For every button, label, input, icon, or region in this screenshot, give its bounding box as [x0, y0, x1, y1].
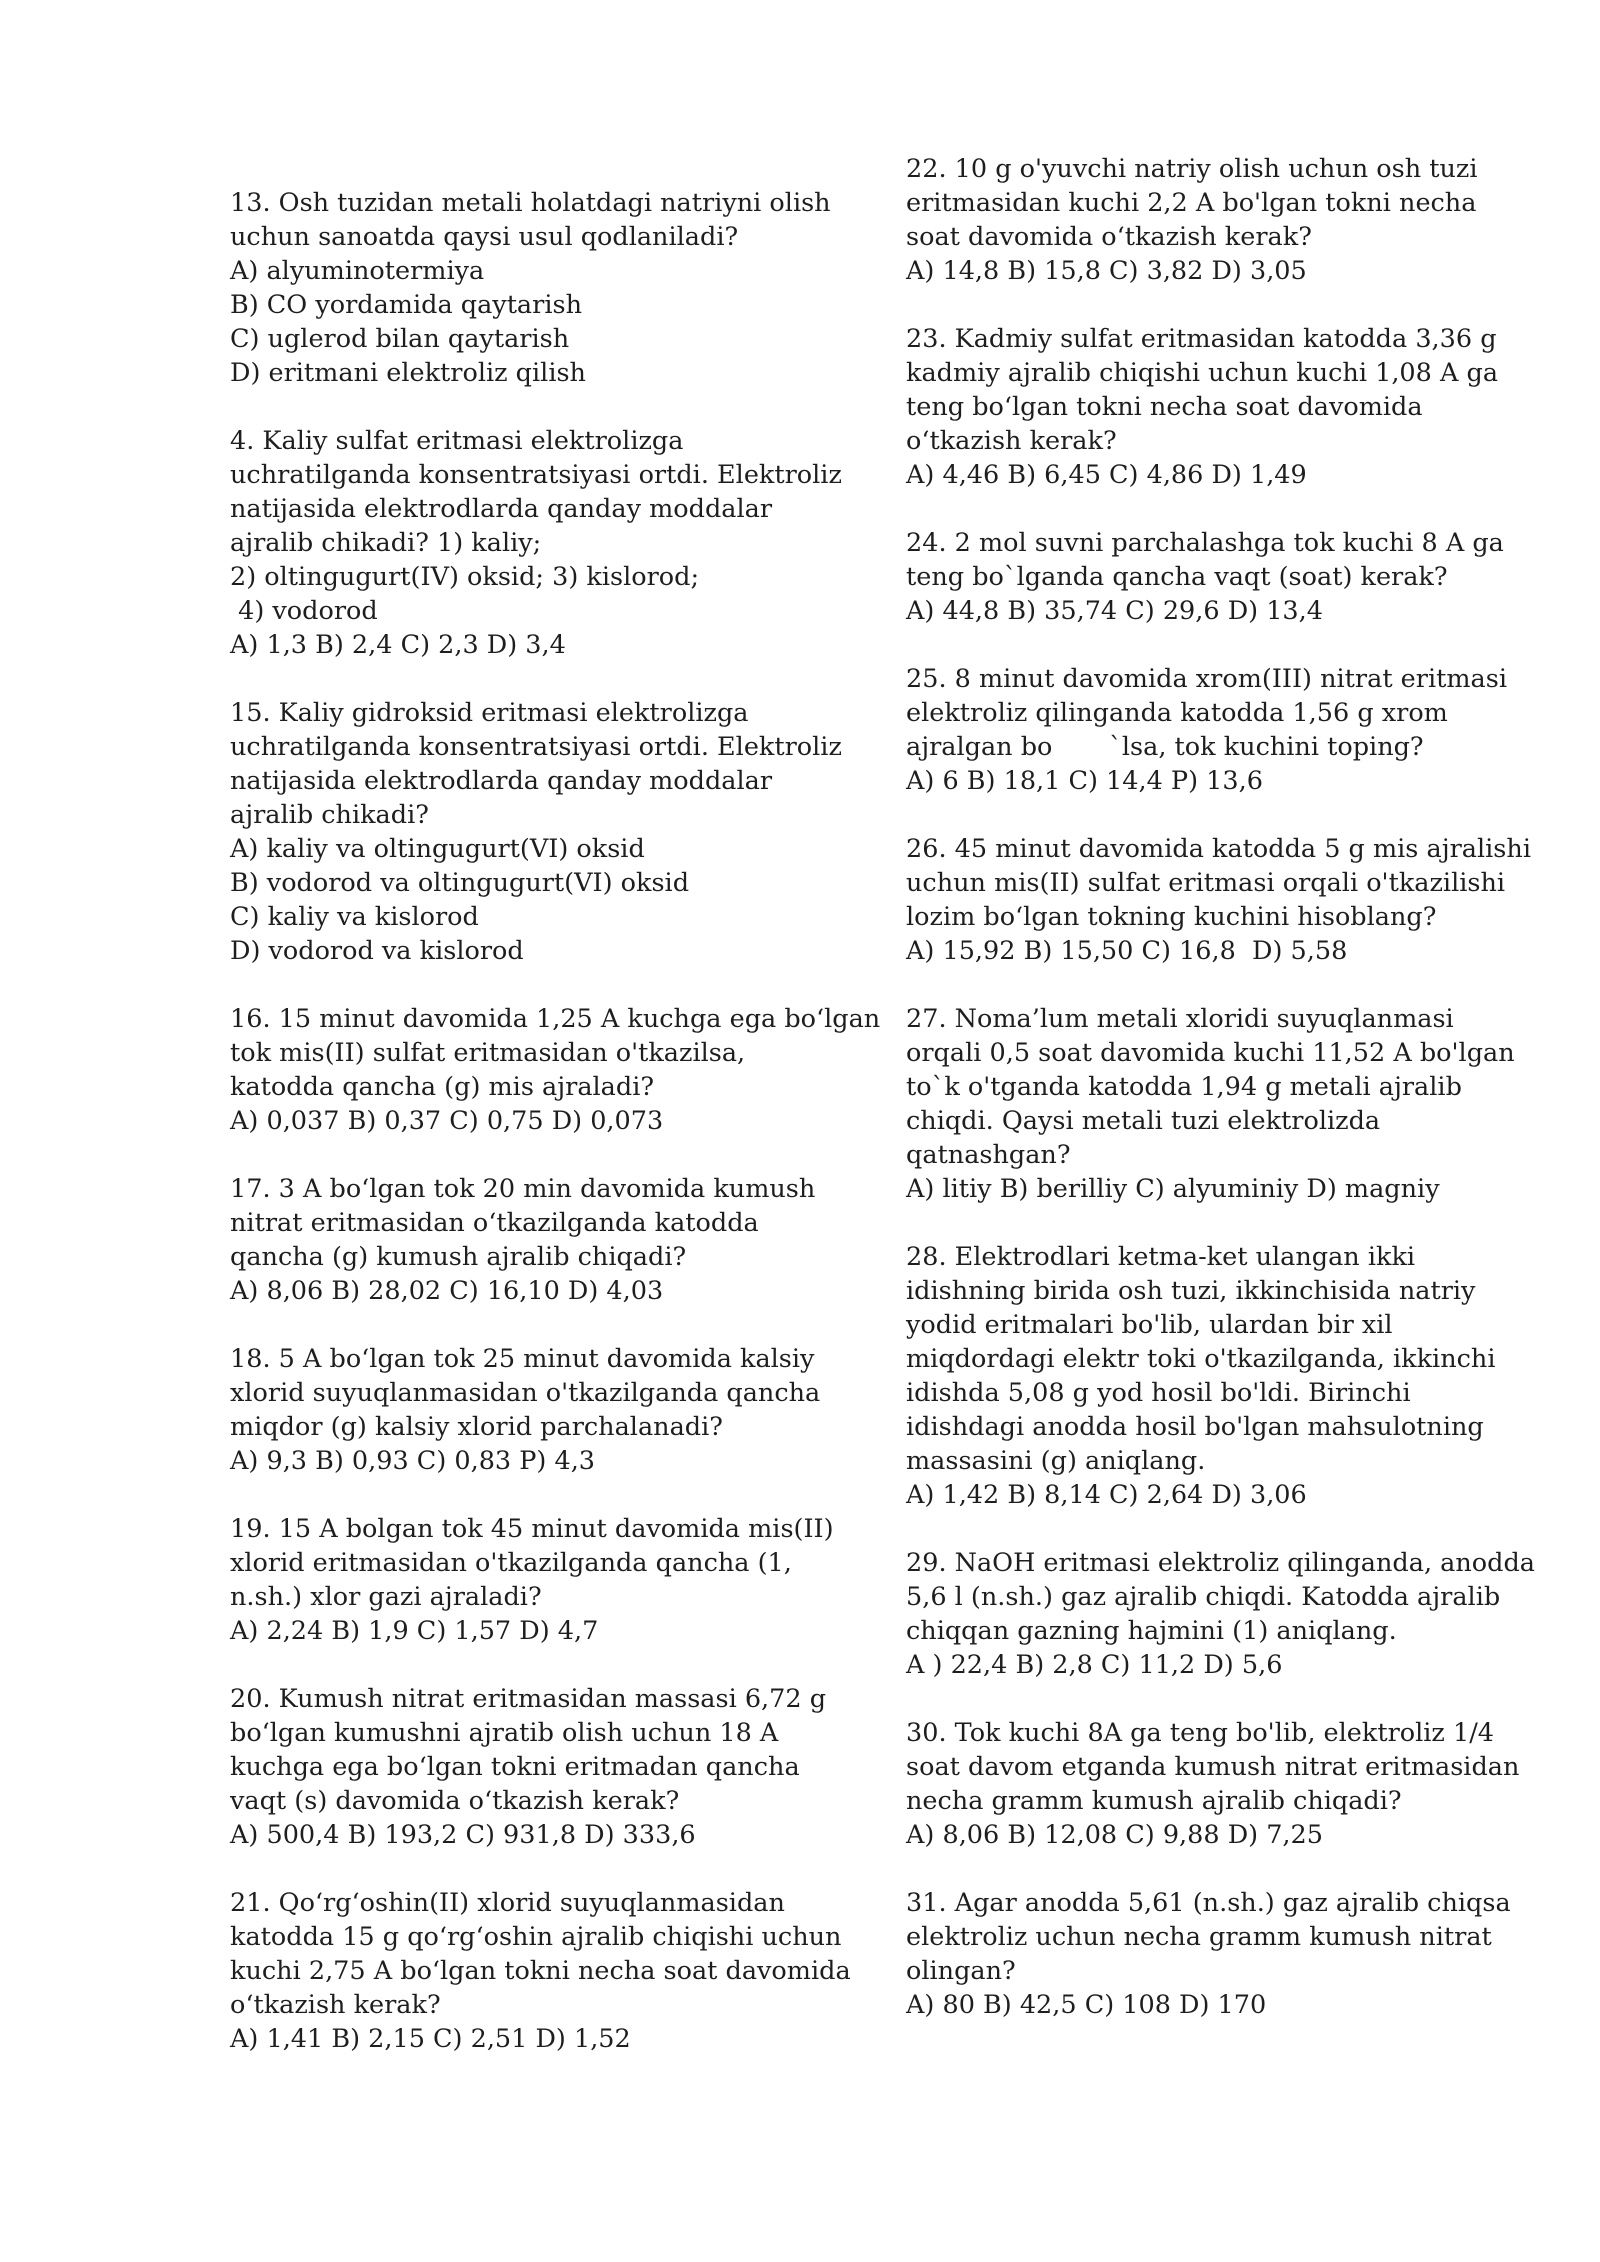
question-line: elektroliz qilinganda katodda 1,56 g xrom — [906, 698, 1448, 728]
question-line: A) 1,42 B) 8,14 C) 2,64 D) 3,06 — [906, 1480, 1307, 1510]
question-line: soat davom etganda kumush nitrat eritmasidan — [906, 1752, 1520, 1782]
question-block — [230, 1342, 830, 1478]
question-text: 15. Kaliy gidroksid eritmasi elektrolizga — [230, 698, 749, 728]
question-line: necha gramm kumush ajralib chiqadi? — [906, 1786, 1402, 1816]
question-line: uchratilganda konsentratsiyasi ortdi. Elektroliz — [230, 732, 842, 762]
question-block — [906, 1240, 1506, 1512]
question-text: 20. Kumush nitrat eritmasidan massasi 6,72 g — [230, 1684, 827, 1714]
question-block — [230, 696, 842, 968]
question-text: 22. 10 g o'yuvchi natriy olish uchun osh tuzi — [906, 154, 1478, 184]
question-line: elektroliz uchun necha gramm kumush nitrat — [906, 1922, 1492, 1952]
question-line: A) 44,8 B) 35,74 C) 29,6 D) 13,4 — [906, 596, 1323, 626]
question-line: 5,6 l (n.sh.) gaz ajralib chiqdi. Katodda ajralib — [906, 1582, 1501, 1612]
question-line: A) litiy B) berilliy C) alyuminiy D) magniy — [906, 1174, 1440, 1204]
question-line: bo‘lgan kumushni ajratib olish uchun 18 A — [230, 1718, 779, 1748]
question-line: 2) oltingugurt(IV) oksid; 3) kislorod; — [230, 562, 700, 592]
question-text: 19. 15 A bolgan tok 45 minut davomida mis(II) — [230, 1514, 834, 1544]
question-line: uchun sanoatda qaysi usul qodlaniladi? — [230, 222, 739, 252]
question-line: kuchga ega bo‘lgan tokni eritmadan qancha — [230, 1752, 800, 1782]
question-line: A ) 22,4 B) 2,8 C) 11,2 D) 5,6 — [906, 1650, 1283, 1680]
question-block — [230, 1002, 881, 1138]
question-line: D) vodorod va kislorod — [230, 936, 524, 966]
question-block — [230, 424, 842, 662]
question-block — [906, 322, 1506, 492]
question-text: 4. Kaliy sulfat eritmasi elektrolizga — [230, 426, 684, 456]
question-line: ajralib chikadi? — [230, 800, 429, 830]
question-text: 24. 2 mol suvni parchalashga tok kuchi 8 A ga — [906, 528, 1504, 558]
question-line: teng bo`lganda qancha vaqt (soat) kerak? — [906, 562, 1448, 592]
question-line: soat davomida o‘tkazish kerak? — [906, 222, 1312, 252]
question-block — [906, 526, 1506, 628]
question-line: A) 2,24 B) 1,9 C) 1,57 D) 4,7 — [230, 1616, 599, 1646]
question-line: A) 8,06 B) 28,02 C) 16,10 D) 4,03 — [230, 1276, 664, 1306]
question-line: kuchi 2,75 A bo‘lgan tokni necha soat davomida — [230, 1956, 851, 1986]
question-line: katodda 15 g qo‘rg‘oshin ajralib chiqishi uchun — [230, 1922, 842, 1952]
question-line: teng bo‘lgan tokni necha soat davomida — [906, 392, 1423, 422]
question-text: 25. 8 minut davomida xrom(III) nitrat eritmasi — [906, 664, 1507, 694]
question-line: A) 9,3 B) 0,93 C) 0,83 P) 4,3 — [230, 1446, 596, 1476]
question-text: 26. 45 minut davomida katodda 5 g mis ajralishi — [906, 834, 1531, 864]
question-line: uchratilganda konsentratsiyasi ortdi. Elektroliz — [230, 460, 842, 490]
question-line: A) 6 B) 18,1 C) 14,4 P) 13,6 — [906, 766, 1263, 796]
question-line: xlorid suyuqlanmasidan o'tkazilganda qancha — [230, 1378, 821, 1408]
question-line: idishdagi anodda hosil bo'lgan mahsulotning — [906, 1412, 1484, 1442]
question-line: katodda qancha (g) mis ajraladi? — [230, 1072, 655, 1102]
question-line: A) 15,92 B) 15,50 C) 16,8 D) 5,58 — [906, 936, 1348, 966]
question-text: 23. Kadmiy sulfat eritmasidan katodda 3,36 g — [906, 324, 1497, 354]
question-line: 4) vodorod — [230, 596, 378, 626]
question-line: miqdordagi elektr toki o'tkazilganda, ikkinchi — [906, 1344, 1496, 1374]
question-text: 18. 5 A bo‘lgan tok 25 minut davomida kalsiy — [230, 1344, 815, 1374]
question-line: miqdor (g) kalsiy xlorid parchalanadi? — [230, 1412, 723, 1442]
question-block — [230, 1682, 830, 1852]
question-line: A) 1,3 B) 2,4 C) 2,3 D) 3,4 — [230, 630, 566, 660]
question-line: A) 14,8 B) 15,8 C) 3,82 D) 3,05 — [906, 256, 1307, 286]
question-line: chiqdi. Qaysi metali tuzi elektrolizda — [906, 1106, 1381, 1136]
question-text: 28. Elektrodlari ketma-ket ulangan ikki — [906, 1242, 1416, 1272]
question-text: 16. 15 minut davomida 1,25 A kuchga ega bo‘lgan — [230, 1004, 881, 1034]
question-line: tok mis(II) sulfat eritmasidan o'tkazilsa, — [230, 1038, 746, 1068]
question-line: eritmasidan kuchi 2,2 A bo'lgan tokni necha — [906, 188, 1477, 218]
left-column — [230, 186, 881, 2090]
question-text: 27. Noma’lum metali xloridi suyuqlanmasi — [906, 1004, 1454, 1034]
question-line: massasini (g) aniqlang. — [906, 1446, 1206, 1476]
question-text: 31. Agar anodda 5,61 (n.sh.) gaz ajralib chiqsa — [906, 1888, 1511, 1918]
question-block — [230, 1886, 851, 2056]
question-line: orqali 0,5 soat davomida kuchi 11,52 A bo'lgan — [906, 1038, 1515, 1068]
question-text: 13. Osh tuzidan metali holatdagi natriyni olish — [230, 188, 831, 218]
question-line: natijasida elektrodlarda qanday moddalar — [230, 494, 773, 524]
question-line: C) kaliy va kislorod — [230, 902, 479, 932]
question-line: A) 1,41 B) 2,15 C) 2,51 D) 1,52 — [230, 2024, 631, 2054]
question-block — [906, 832, 1531, 968]
question-line: lozim bo‘lgan tokning kuchini hisoblang? — [906, 902, 1437, 932]
question-line: A) 4,46 B) 6,45 C) 4,86 D) 1,49 — [906, 460, 1307, 490]
question-line: idishda 5,08 g yod hosil bo'ldi. Birinchi — [906, 1378, 1411, 1408]
right-column — [906, 152, 1535, 2056]
question-line: o‘tkazish kerak? — [230, 1990, 441, 2020]
question-line: A) kaliy va oltingugurt(VI) oksid — [230, 834, 645, 864]
question-line: qancha (g) kumush ajralib chiqadi? — [230, 1242, 687, 1272]
question-line: olingan? — [906, 1956, 1016, 1986]
question-text: 21. Qo‘rg‘oshin(II) xlorid suyuqlanmasidan — [230, 1888, 785, 1918]
question-line: idishning birida osh tuzi, ikkinchisida natriy — [906, 1276, 1476, 1306]
question-block — [906, 1886, 1511, 2022]
question-text: 17. 3 A bo‘lgan tok 20 min davomida kumush — [230, 1174, 816, 1204]
question-block — [906, 1716, 1520, 1852]
question-line: to`k o'tganda katodda 1,94 g metali ajralib — [906, 1072, 1462, 1102]
question-line: yodid eritmalari bo'lib, ulardan bir xil — [906, 1310, 1393, 1340]
question-line: vaqt (s) davomida o‘tkazish kerak? — [230, 1786, 680, 1816]
question-line: chiqqan gazning hajmini (1) aniqlang. — [906, 1616, 1397, 1646]
question-line: ajralgan bo `lsa, tok kuchini toping? — [906, 732, 1424, 762]
question-block — [906, 1546, 1535, 1682]
question-block — [230, 186, 830, 390]
question-line: ajralib chikadi? 1) kaliy; — [230, 528, 542, 558]
question-line: natijasida elektrodlarda qanday moddalar — [230, 766, 773, 796]
question-line: A) 8,06 B) 12,08 C) 9,88 D) 7,25 — [906, 1820, 1323, 1850]
question-text: 29. NaOH eritmasi elektroliz qilinganda, anodda — [906, 1548, 1535, 1578]
question-line: n.sh.) xlor gazi ajraladi? — [230, 1582, 542, 1612]
question-line: A) 80 B) 42,5 C) 108 D) 170 — [906, 1990, 1267, 2020]
question-line: kadmiy ajralib chiqishi uchun kuchi 1,08 A ga — [906, 358, 1499, 388]
question-block — [230, 1172, 830, 1308]
question-block — [906, 1002, 1515, 1206]
question-line: xlorid eritmasidan o'tkazilganda qancha (1, — [230, 1548, 792, 1578]
question-block — [906, 152, 1506, 288]
question-line: uchun mis(II) sulfat eritmasi orqali o'tkazilishi — [906, 868, 1506, 898]
question-line: A) alyuminotermiya — [230, 256, 485, 286]
question-line: D) eritmani elektroliz qilish — [230, 358, 586, 388]
question-line: qatnashgan? — [906, 1140, 1071, 1170]
question-line: nitrat eritmasidan o‘tkazilganda katodda — [230, 1208, 759, 1238]
question-text: 30. Tok kuchi 8A ga teng bo'lib, elektroliz 1/4 — [906, 1718, 1495, 1748]
question-line: A) 0,037 B) 0,37 C) 0,75 D) 0,073 — [230, 1106, 664, 1136]
question-line: o‘tkazish kerak? — [906, 426, 1117, 456]
question-block — [906, 662, 1506, 798]
question-line: B) CO yordamida qaytarish — [230, 290, 582, 320]
question-block — [230, 1512, 834, 1648]
question-line: B) vodorod va oltingugurt(VI) oksid — [230, 868, 690, 898]
question-line: C) uglerod bilan qaytarish — [230, 324, 570, 354]
question-line: A) 500,4 B) 193,2 C) 931,8 D) 333,6 — [230, 1820, 696, 1850]
